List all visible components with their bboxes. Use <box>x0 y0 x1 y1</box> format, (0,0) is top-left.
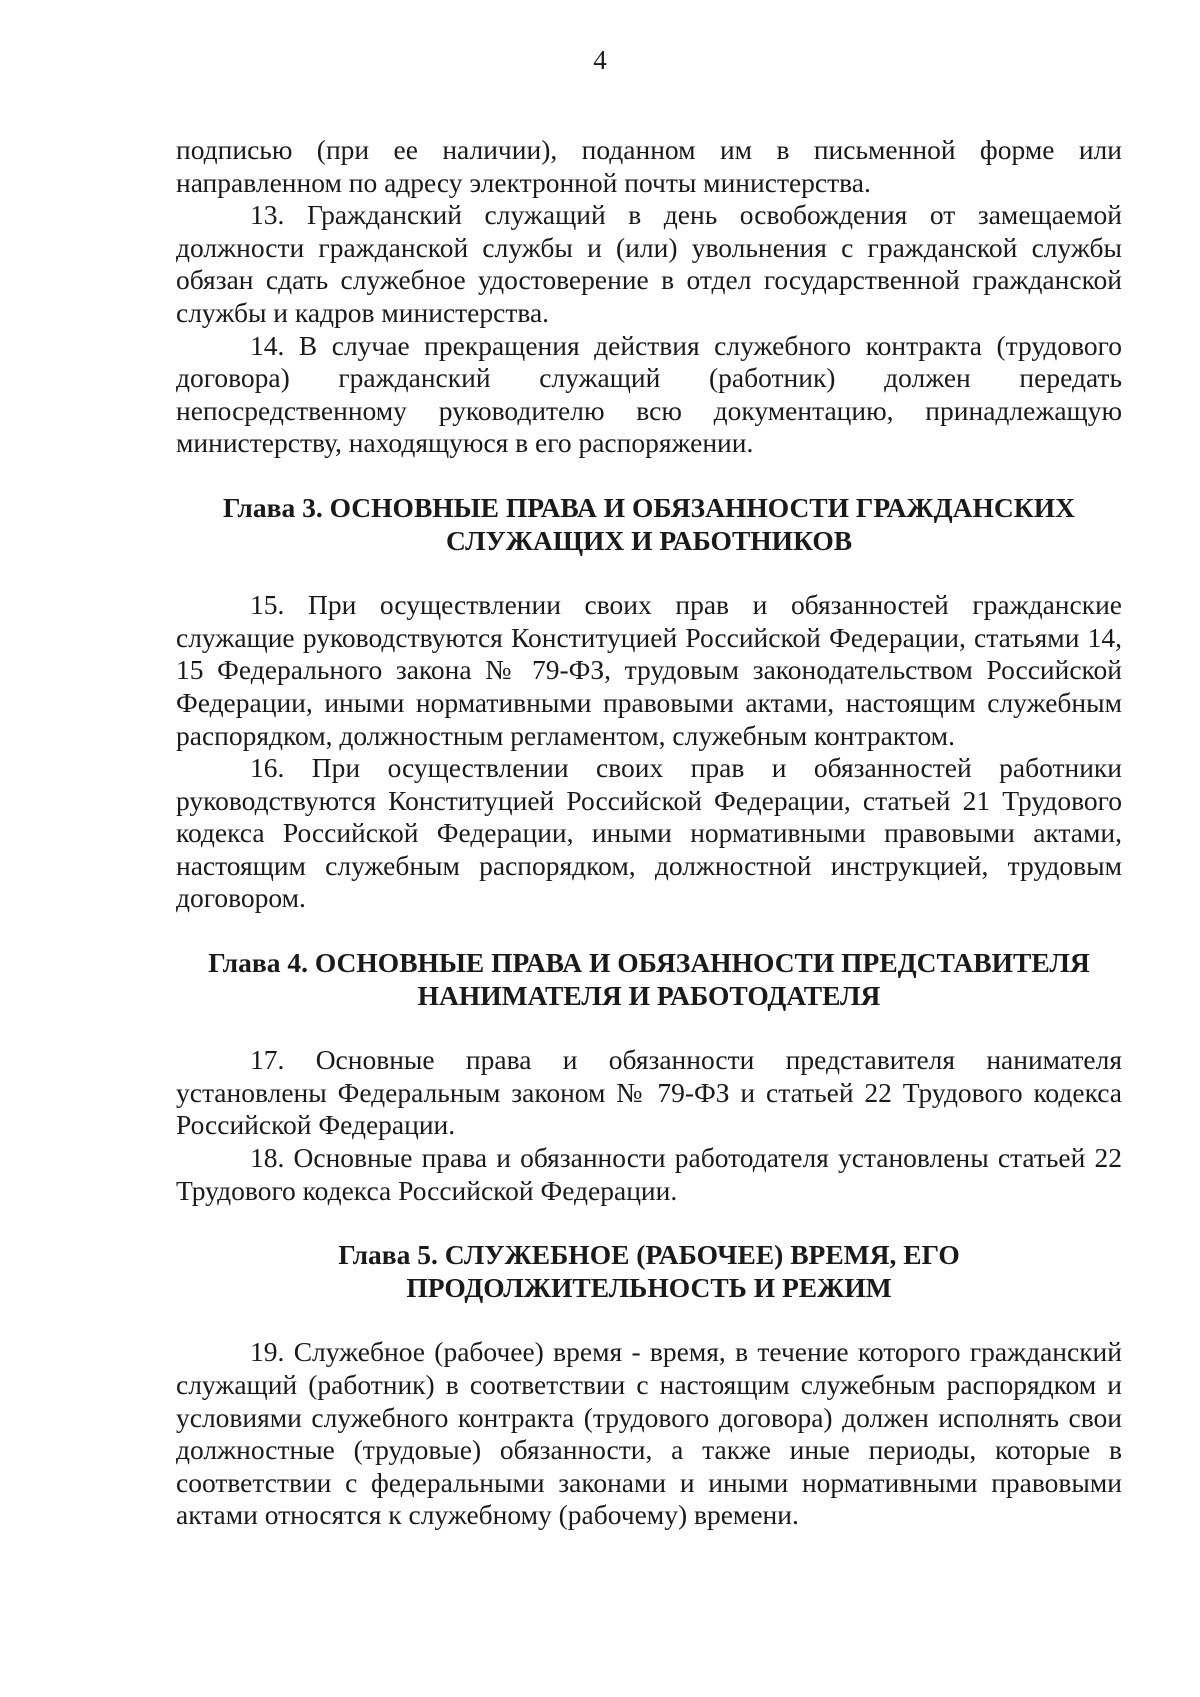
document-body <box>176 134 1122 1532</box>
paragraph-13: 13. Гражданский служащий в день освобождения от замещаемой должности гражданской службы и (или) увольнения с гражданской службы обязан сдать служебное удостоверение в отдел государственной гражданской службы и кадров министерства. <box>176 199 1122 328</box>
spacer <box>176 557 1122 589</box>
paragraph-15: 15. При осуществлении своих прав и обязанностей гражданские служащие руководствуются Конституцией Российской Федерации, статьями 14, 15 Федерального закона № 79-ФЗ, трудовым законодательством Российской Федерации, иными нормативными правовыми актами, настоящим служебным распорядком, должностным регламентом, служебным контрактом. <box>176 589 1122 751</box>
chapter-4-heading: Глава 4. ОСНОВНЫЕ ПРАВА И ОБЯЗАННОСТИ ПРЕДСТАВИТЕЛЯ НАНИМАТЕЛЯ И РАБОТОДАТЕЛЯ <box>208 947 1090 1011</box>
chapter-3-heading: Глава 3. ОСНОВНЫЕ ПРАВА И ОБЯЗАННОСТИ ГРАЖДАНСКИХ СЛУЖАЩИХ И РАБОТНИКОВ <box>223 491 1075 556</box>
spacer <box>176 1207 1122 1239</box>
paragraph-18: 18. Основные права и обязанности работодателя установлены статьей 22 Трудового кодекса Российской Федерации. <box>176 1142 1122 1206</box>
paragraph-16: 16. При осуществлении своих прав и обязанностей работники руководствуются Конституцией Российской Федерации, статьей 21 Трудового кодекса Российской Федерации, иными нормативными правовыми актами, настоящим служебным распорядком, должностной инструкцией, трудовым договором. <box>176 752 1122 914</box>
spacer <box>176 460 1122 492</box>
paragraph-17: 17. Основные права и обязанности представителя нанимателя установлены Федеральным законом № 79-ФЗ и статьей 22 Трудового кодекса Российской Федерации. <box>176 1044 1122 1141</box>
spacer <box>176 1012 1122 1044</box>
paragraph-14: 14. В случае прекращения действия служебного контракта (трудового договора) гражданский служащий (работник) должен передать непосредственному руководителю всю документацию, принадлежащую министерству, находящуюся в его распоряжении. <box>176 329 1122 459</box>
spacer <box>176 915 1122 947</box>
paragraph-continuation: подписью (при ее наличии), поданном им в письменной форме или направленном по адресу электронной почты министерства. <box>176 134 1122 198</box>
paragraph-19: 19. Служебное (рабочее) время - время, в течение которого гражданский служащий (работник) в соответствии с настоящим служебным распорядком и условиями служебного контракта (трудового договора) должен исполнять свои должностные (трудовые) обязанности, а также иные периоды, которые в соответствии с федеральными законами и иными нормативными правовыми актами относятся к служебному (рабочему) времени. <box>176 1336 1122 1531</box>
spacer <box>176 1304 1122 1336</box>
chapter-5-heading: Глава 5. СЛУЖЕБНОЕ (РАБОЧЕЕ) ВРЕМЯ, ЕГО ПРОДОЛЖИТЕЛЬНОСТЬ И РЕЖИМ <box>338 1239 960 1303</box>
page-number: 4 <box>593 45 607 75</box>
